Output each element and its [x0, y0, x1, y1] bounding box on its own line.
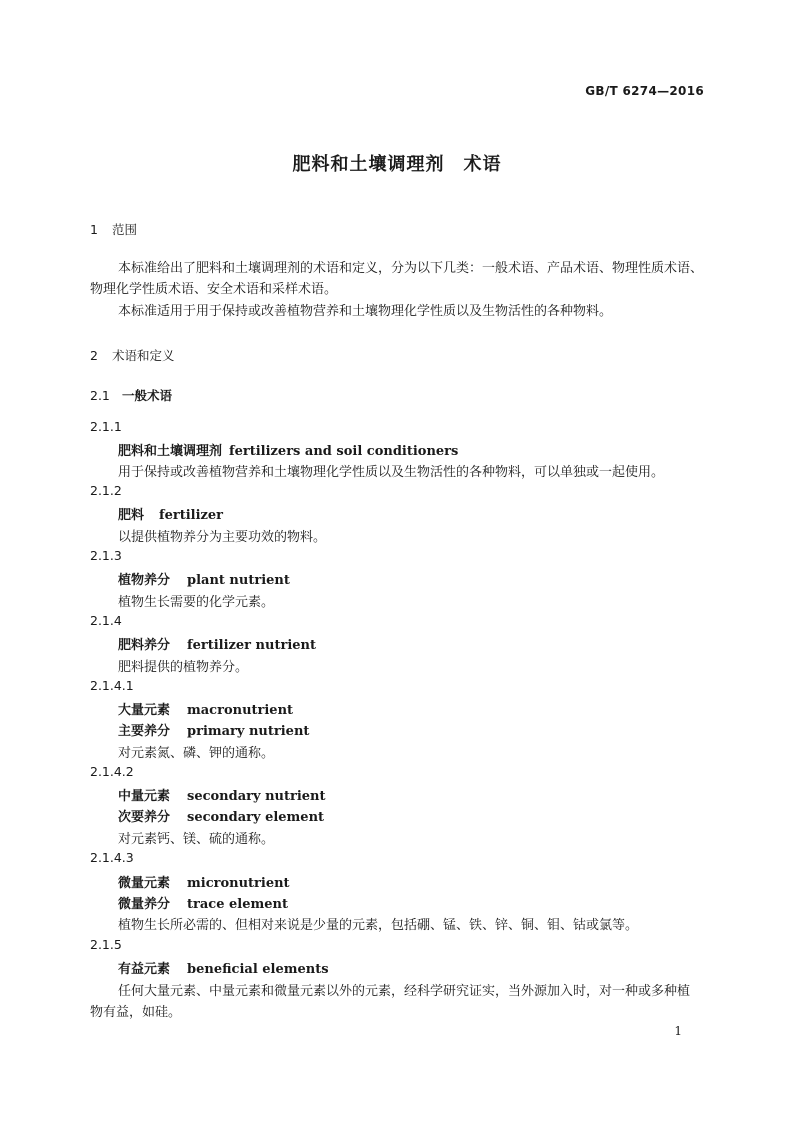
- section-heading-terms: [90, 346, 175, 364]
- term-definition: 植物生长所必需的、但相对来说是少量的元素，包括硼、锰、铁、锌、铜、钼、钴或氯等。: [118, 918, 639, 933]
- section-heading-scope: [90, 220, 137, 238]
- section-title: 一般术语: [122, 388, 173, 403]
- term-en: fertilizer nutrient: [187, 638, 316, 653]
- clause-number: 2.1.1: [90, 419, 122, 434]
- section-number: 1: [90, 222, 98, 237]
- term-en: secondary element: [187, 810, 325, 825]
- term-en: beneficial elements: [187, 962, 329, 977]
- term-en: fertilizer: [159, 508, 224, 523]
- scope-paragraph-2: [90, 301, 704, 322]
- clause-number: 2.1.4: [90, 613, 122, 628]
- term-definition: 肥料提供的植物养分。: [118, 660, 249, 675]
- term-entry: [118, 872, 290, 891]
- term-en: plant nutrient: [187, 573, 290, 588]
- term-zh: 肥料养分: [118, 638, 171, 653]
- page-title: 肥料和土壤调理剂 术语: [292, 154, 502, 175]
- standard-code: GB/T 6274—2016: [585, 84, 704, 98]
- term-entry: [118, 720, 309, 739]
- term-en: secondary nutrient: [187, 789, 326, 804]
- term-entry: [118, 504, 223, 523]
- term-zh: 植物养分: [118, 573, 171, 588]
- term-definition: 用于保持或改善植物营养和土壤物理化学性质以及生物活性的各种物料，可以单独或一起使用。: [118, 465, 665, 480]
- term-zh: 次要养分: [118, 810, 171, 825]
- clause-number: 2.1.4.1: [90, 678, 134, 693]
- term-en: macronutrient: [187, 703, 294, 718]
- term-entry: [118, 440, 458, 459]
- subsection-heading-general-terms: [90, 386, 172, 404]
- term-en: fertilizers and soil conditioners: [229, 444, 459, 459]
- paragraph-text: 本标准给出了肥料和土壤调理剂的术语和定义，分为以下几类：一般术语、产品术语、物理性质术语、物理化学性质术语、安全术语和采样术语。: [90, 261, 704, 297]
- term-entry: [118, 569, 290, 588]
- term-definition: 以提供植物养分为主要功效的物料。: [118, 530, 327, 545]
- term-zh: 中量元素: [118, 789, 171, 804]
- section-title: 范围: [112, 222, 138, 237]
- term-en: trace element: [187, 897, 288, 912]
- clause-number: 2.1.4.2: [90, 764, 134, 779]
- term-entry: [118, 634, 316, 653]
- term-en: micronutrient: [187, 876, 290, 891]
- scope-paragraph-1: [90, 258, 704, 300]
- term-en: primary nutrient: [187, 724, 310, 739]
- term-zh: 大量元素: [118, 703, 171, 718]
- term-entry: [118, 806, 324, 825]
- term-zh: 微量养分: [118, 897, 171, 912]
- page-number: 1: [674, 1024, 682, 1038]
- term-zh: 主要养分: [118, 724, 171, 739]
- term-zh: 微量元素: [118, 876, 171, 891]
- clause-number: 2.1.4.3: [90, 850, 134, 865]
- term-entry: [118, 699, 293, 718]
- section-title: 术语和定义: [112, 348, 175, 363]
- term-zh: 有益元素: [118, 962, 171, 977]
- term-zh: 肥料和土壤调理剂: [118, 444, 223, 459]
- term-zh: 肥料: [118, 508, 145, 523]
- term-entry: [118, 958, 329, 977]
- clause-number: 2.1.3: [90, 548, 122, 563]
- term-entry: [118, 893, 288, 912]
- clause-number: 2.1.5: [90, 937, 122, 952]
- clause-number: 2.1.2: [90, 483, 122, 498]
- term-definition: 对元素氮、磷、钾的通称。: [118, 746, 275, 761]
- term-entry: [118, 785, 326, 804]
- term-definition: 任何大量元素、中量元素和微量元素以外的元素，经科学研究证实，当外源加入时，对一种或多种植: [118, 984, 691, 999]
- term-definition: 植物生长需要的化学元素。: [118, 595, 275, 610]
- section-number: 2.1: [90, 388, 110, 403]
- term-definition: 对元素钙、镁、硫的通称。: [118, 832, 275, 847]
- section-number: 2: [90, 348, 98, 363]
- paragraph-text: 本标准适用于用于保持或改善植物营养和土壤物理化学性质以及生物活性的各种物料。: [118, 304, 613, 319]
- term-definition-continued: 物有益，如硅。: [90, 1005, 182, 1020]
